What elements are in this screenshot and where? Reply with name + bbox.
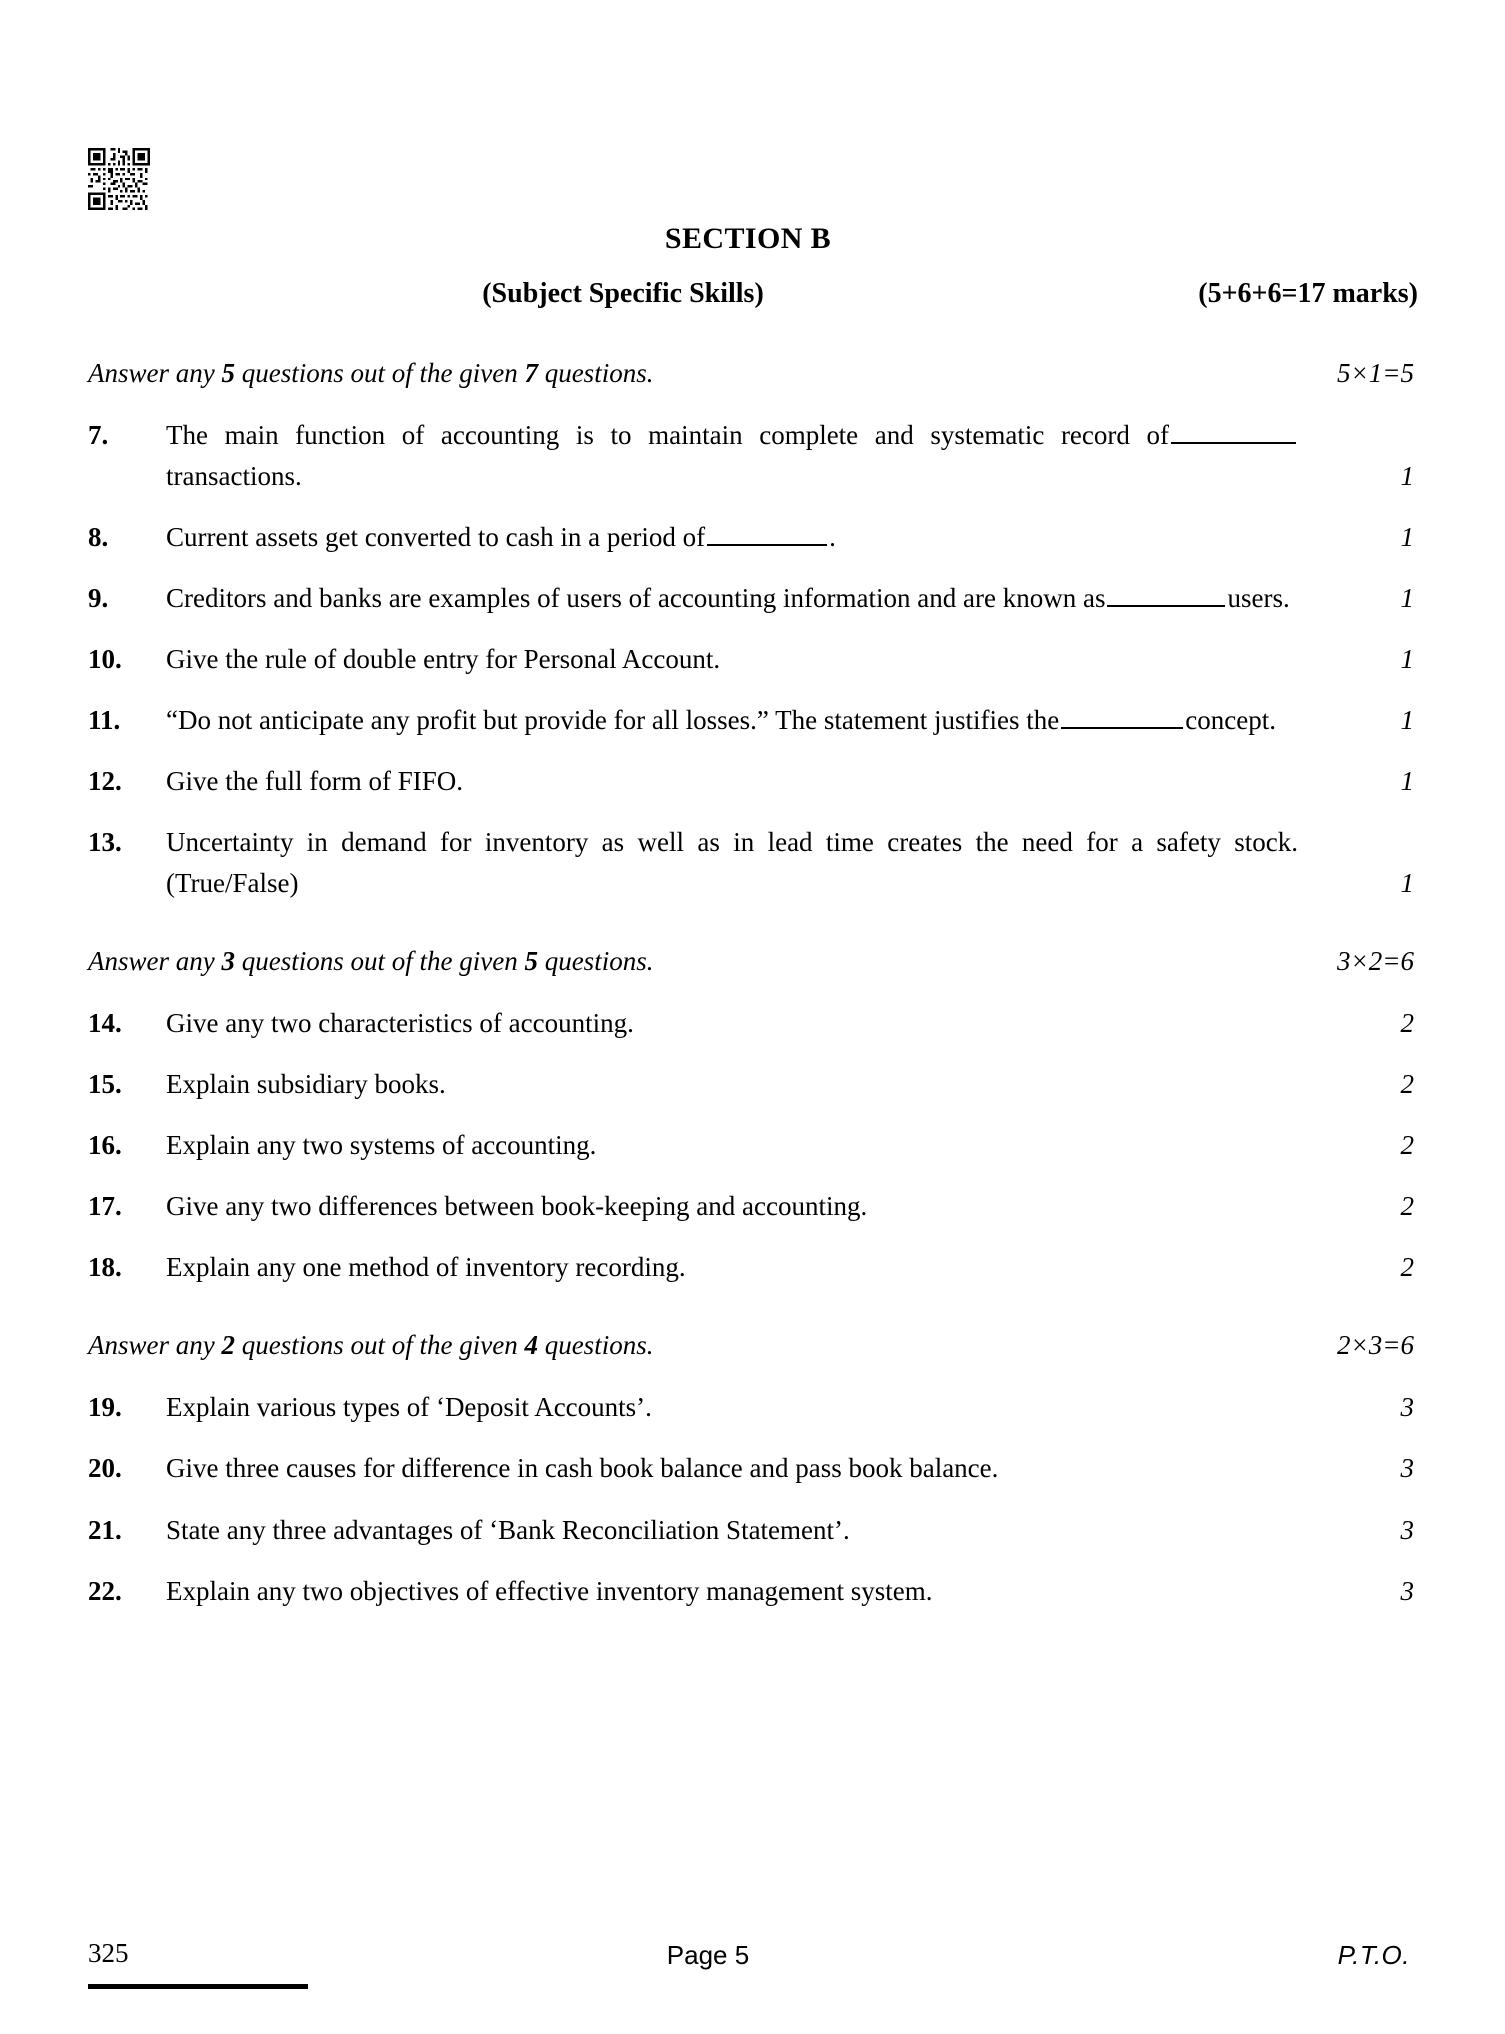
instruction-3-suffix: questions. (537, 1330, 654, 1361)
instruction-1-suffix: questions. (537, 358, 654, 388)
question-text-8 (166, 517, 1408, 558)
question-number-9: 9. (88, 583, 109, 614)
answer-blank-9[interactable] (1107, 579, 1225, 607)
question-number-17: 17. (88, 1191, 122, 1222)
question-number-18: 18. (88, 1252, 122, 1283)
instruction-1-prefix: Answer any (88, 358, 222, 388)
page-number: Page 5 (666, 1940, 750, 1970)
question-7-part2: transactions. (166, 461, 302, 492)
page-footer (88, 1938, 1418, 1998)
paper-code: 325 (88, 1938, 129, 1968)
question-marks-11: 1 (1400, 705, 1414, 736)
instruction-group-3 (88, 1330, 1418, 1361)
instruction-1-count: 5 (221, 358, 235, 388)
question-marks-10: 1 (1400, 644, 1414, 675)
question-row-9 (88, 578, 1418, 619)
question-number-12: 12. (88, 766, 122, 797)
instruction-group-2 (88, 946, 1418, 977)
instruction-3-mid: questions out of the given (234, 1330, 525, 1361)
question-row-19 (88, 1387, 1418, 1428)
answer-blank-11[interactable] (1061, 701, 1183, 729)
question-row-8 (88, 517, 1418, 558)
question-text-22: Explain any two objectives of effective inventory management system. (166, 1575, 933, 1606)
question-number-10: 10. (88, 644, 122, 675)
footer-divider (88, 1984, 308, 1989)
question-number-22: 22. (88, 1575, 122, 1606)
page-content (88, 0, 1418, 1612)
question-marks-19: 3 (1400, 1392, 1414, 1423)
question-marks-7: 1 (1400, 461, 1414, 492)
instruction-2-prefix: Answer any (88, 946, 222, 977)
question-marks-12: 1 (1400, 766, 1414, 797)
question-text-7 (166, 415, 1408, 497)
instruction-3-total: 4 (524, 1330, 538, 1361)
question-text-14: Give any two characteristics of accounting. (166, 1008, 634, 1039)
question-11-part2: concept. (1185, 705, 1276, 736)
instruction-1-total: 7 (524, 358, 538, 388)
instruction-2-marks: 3×2=6 (1337, 946, 1414, 977)
question-marks-22: 3 (1400, 1575, 1414, 1606)
question-row-16 (88, 1125, 1418, 1166)
question-number-19: 19. (88, 1392, 122, 1423)
question-row-14 (88, 1003, 1418, 1044)
page-title: SECTION B (664, 222, 832, 255)
question-text-15: Explain subsidiary books. (166, 1069, 446, 1100)
question-text-19: Explain various types of ‘Deposit Accounts’. (166, 1392, 652, 1423)
question-marks-18: 2 (1400, 1252, 1414, 1283)
question-number-7: 7. (88, 420, 109, 450)
question-8-part1: Current assets get converted to cash in a period of (166, 522, 706, 553)
question-text-21: State any three advantages of ‘Bank Reconciliation Statement’. (166, 1514, 850, 1545)
question-text-13: Uncertainty in demand for inventory as well as in lead time creates the need for a safety stock. (True/False) (166, 827, 1298, 899)
question-marks-13: 1 (1400, 868, 1414, 899)
question-marks-8: 1 (1400, 522, 1414, 553)
instruction-1-mid: questions out of the given (234, 358, 525, 388)
question-text-17: Give any two differences between book-keeping and accounting. (166, 1191, 868, 1222)
question-row-12 (88, 761, 1418, 802)
question-text-11 (166, 700, 1408, 741)
question-marks-9: 1 (1400, 583, 1414, 614)
question-row-21 (88, 1510, 1418, 1551)
question-11-part1: “Do not anticipate any profit but provide for all losses.” The statement justifies the (166, 705, 1060, 736)
question-row-17 (88, 1186, 1418, 1227)
instruction-group-1 (88, 358, 1418, 389)
question-row-11 (88, 700, 1418, 741)
question-number-14: 14. (88, 1008, 122, 1039)
question-7-part1: The main function of accounting is to maintain complete and systematic record of (166, 420, 1169, 450)
question-marks-17: 2 (1400, 1191, 1414, 1222)
question-number-8: 8. (88, 522, 109, 553)
question-marks-16: 2 (1400, 1130, 1414, 1161)
instruction-3-count: 2 (221, 1330, 235, 1361)
question-marks-20: 3 (1400, 1453, 1414, 1484)
subtitle-row (88, 278, 1418, 316)
question-row-15 (88, 1064, 1418, 1105)
question-number-16: 16. (88, 1130, 122, 1161)
question-text-9 (166, 578, 1408, 619)
instruction-2-mid: questions out of the given (234, 946, 525, 977)
question-text-12: Give the full form of FIFO. (166, 766, 463, 797)
question-marks-15: 2 (1400, 1069, 1414, 1100)
instruction-2-suffix: questions. (537, 946, 654, 977)
instruction-3-marks: 2×3=6 (1337, 1330, 1414, 1361)
question-row-7 (88, 415, 1418, 497)
question-number-11: 11. (88, 705, 121, 736)
question-8-part2: . (829, 522, 836, 553)
question-9-part2: users. (1227, 583, 1290, 614)
question-number-20: 20. (88, 1453, 122, 1484)
question-number-15: 15. (88, 1069, 122, 1100)
question-9-part1: Creditors and banks are examples of users of accounting information and are known as (166, 583, 1106, 614)
question-number-13: 13. (88, 827, 122, 858)
question-row-20 (88, 1448, 1418, 1489)
question-number-21: 21. (88, 1514, 122, 1545)
answer-blank-7[interactable] (1171, 416, 1296, 444)
question-text-20: Give three causes for difference in cash book balance and pass book balance. (166, 1453, 999, 1484)
question-marks-14: 2 (1400, 1008, 1414, 1039)
question-text-18: Explain any one method of inventory recording. (166, 1252, 686, 1283)
pto-label: P.T.O. (1337, 1940, 1410, 1970)
instruction-1-marks: 5×1=5 (1337, 358, 1414, 388)
instruction-2-total: 5 (524, 946, 538, 977)
section-subtitle: (Subject Specific Skills) (482, 278, 764, 309)
section-marks-total: (5+6+6=17 marks) (1198, 278, 1418, 309)
question-row-13 (88, 822, 1418, 904)
question-row-18 (88, 1247, 1418, 1288)
question-text-16: Explain any two systems of accounting. (166, 1130, 597, 1161)
instruction-3-prefix: Answer any (88, 1330, 222, 1361)
question-marks-21: 3 (1400, 1514, 1414, 1545)
instruction-2-count: 3 (221, 946, 235, 977)
question-text-10: Give the rule of double entry for Personal Account. (166, 644, 721, 675)
question-row-22 (88, 1571, 1418, 1612)
question-row-10 (88, 639, 1418, 680)
answer-blank-8[interactable] (707, 518, 827, 546)
